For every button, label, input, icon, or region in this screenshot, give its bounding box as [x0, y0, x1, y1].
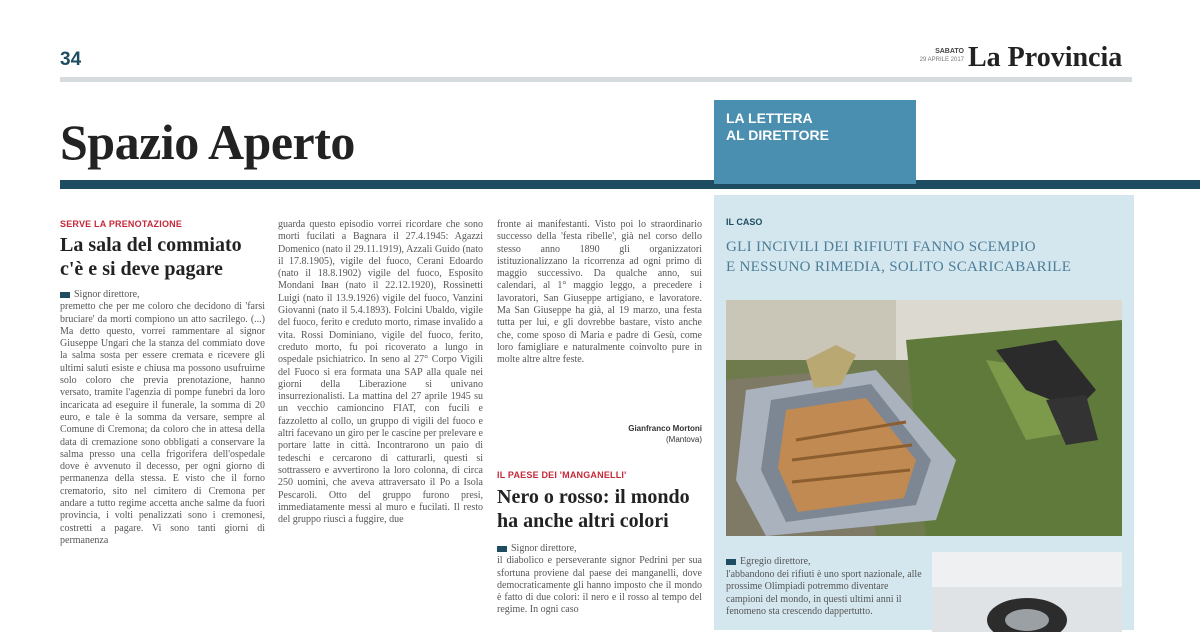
article2-headline-line2: ha anche altri colori [497, 510, 669, 532]
signature-place: (Mantova) [665, 435, 702, 444]
article2-salutation: Signor direttore, [511, 543, 577, 554]
article-column3-text: fronte ai manifestanti. Visto poi lo straordinario successo della 'festa ribelle', già nel corso dello stesso anno 1890 gli organizzatori istituzionalizzano la ricorrenza ad ogni primo di maggio successivo. Da qualche anno, sui calendari, al 1° maggio leggo, a precedere i lavoratori, San Giuseppe artigiano, e lavoratore. Ma San Giuseppe ha già, al 19 marzo, una festa tutta per lui, e gli dovrebbe bastare, visto anche che, come sposo di Maria e padre di Gesù, come loro famigliare e naturalmente coinvolto pure in molte altre altre feste. [497, 219, 702, 366]
masthead-day: SABATO [935, 48, 964, 55]
section-title: Spazio Aperto [60, 114, 355, 170]
letter-signature [497, 423, 702, 445]
paragraph-marker [497, 546, 507, 552]
article1-headline [60, 233, 275, 281]
article1-headline-line1: La sala del commiato [60, 234, 242, 256]
caso-title [726, 237, 1126, 277]
article2-headline-line1: Nero o rosso: il mondo [497, 486, 690, 508]
photo-abandoned-tire [932, 552, 1122, 632]
article2-headline [497, 485, 712, 533]
article2-body [497, 543, 702, 630]
paragraph-marker [726, 559, 736, 565]
caso-title-line2: E NESSUNO RIMEDIA, SOLITO SCARICABARILE [726, 259, 1072, 275]
section-title-bar [60, 180, 1200, 189]
article1-kicker: SERVE LA PRENOTAZIONE [60, 219, 183, 229]
lettera-label-line1: LA LETTERA [726, 110, 813, 126]
article2-kicker: IL PAESE DEI 'MANGANELLI' [497, 470, 627, 480]
article1-body [60, 289, 265, 630]
masthead-date [888, 48, 964, 64]
page-number: 34 [60, 49, 82, 70]
caso-body [726, 556, 924, 630]
masthead-logo: La Provincia [968, 42, 1123, 73]
caso-title-line1: GLI INCIVILI DEI RIFIUTI FANNO SCEMPIO [726, 239, 1036, 255]
article2-body-text: il diabolico e perseverante signor Pedrini per sua sfortuna proviene dal paese dei manganelli, dove democraticamente gli hanno imposto che il mondo è fatto di due colori: il nero e il rosso al tempo del regime. In ogni caso [497, 555, 702, 616]
article1-headline-line2: c'è e si deve pagare [60, 258, 223, 280]
header-divider [60, 77, 1132, 82]
article1-body-text: premetto che per me coloro che decidono di 'farsi bruciare' da morti compiono un atto sacrilego. (...) Ma detto questo, vorrei rammentare al signor Giuseppe Ungari che la stanza del commiato dove la salma sosta per essere cremata e ricevere gli ultimi saluti esiste e chiusa ma possono usufruirne solo coloro che previa prenotazione, hanno versato, tramite l'agenzia di pompe funebri da loro incaricata ad eseguire il funerale, la somma di 20 euro, e tale è la somma da versare, sempre al Comune di Cremona; da coloro che in attesa della data di cremazione sono obbligati a conservare la salma presso una cella frigorifera dell'ospedale dove è avvenuto il decesso, per ogni giorno di permanenza della stessa. E visto che il forno crematorio, sito nel cimitero di Cremona per andare a tutto regime accetta anche salme da fuori provincia, i volti penalizzati sono i cremonesi, costretti a pagare. Vi sono tanti giorni di permanenza [60, 301, 265, 546]
caso-salutation: Egregio direttore, [740, 556, 811, 567]
photo-abandoned-crib [726, 300, 1122, 536]
paragraph-marker [60, 292, 70, 298]
article1-salutation: Signor direttore, [74, 289, 140, 300]
signature-name: Gianfranco Mortoni [628, 424, 702, 433]
lettera-label-line2: AL DIRETTORE [726, 127, 829, 143]
article1-column2 [278, 219, 483, 630]
caso-kicker: IL CASO [726, 217, 763, 227]
masthead-full-date: 29 APRILE 2017 [919, 57, 964, 63]
lettera-box-label [726, 110, 829, 144]
caso-body-text: l'abbandono dei rifiuti è uno sport nazionale, alle prossime Olimpiadi potremmo diventare campioni del mondo, in questi ultimi anni il fenomeno sta crescendo dappertutto. [726, 568, 922, 617]
article1-column2-text: guarda questo episodio vorrei ricordare che sono morti fucilati a Bagnara il 27.4.1945: Agazzi Domenico (nato il 29.11.1919), Azzali Guido (nato il 17.8.1905), vigile del fuoco, Cerani Edoardo (nato il 18.8.1902) vigile del fuoco, Esposito Mondani Iван (nato il 22.12.1920), Rossinetti Luigi (nato il 13.9.1926) vigile del fuoco, Vanzini Giovanni (nato il 5.4.1893). Folcini Ubaldo, vigile del fuoco, ferito e creduto morto, rimase invalido a vita. Rossi Dominiano, vigile del fuoco, ferito, creduto morto, fu poi ricoverato a lungo in ospedale psichiatrico. In seno al 27° Corpo Vigili del Fuoco si era formata una SAP alla quale nei giorni della Liberazione si univano insurrezionalisti. La mattina del 27 aprile 1945 su un vecchio camioncino FIAT, con fucili e fazzoletto al collo, un gruppo di vigili del fuoco e altri facevano un giro per le cascine per prelevare e portare latte in città. Incontrarono un paio di tedeschi e cercarono di catturarli, questi si sottrassero e avvertirono la loro colonna, di circa 250 uomini, che aveva attraversato il Po a Isola Pescaroli. Otto del gruppo furono presi, immediatamente messi al muro e fucilati. Il resto del gruppo riuscì a fuggire, due [278, 219, 483, 526]
article2-column3 [497, 219, 702, 419]
